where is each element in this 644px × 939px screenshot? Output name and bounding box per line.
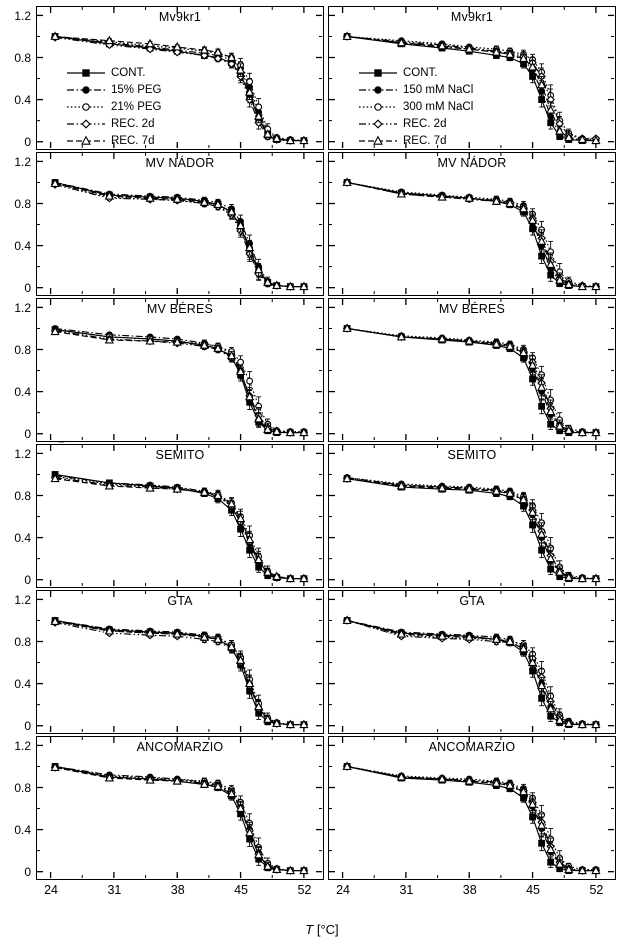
x-axis-label-units: [°C] [313,922,339,937]
panel-title: MV BÉRES [146,302,214,316]
y-tick-label: 0.8 [14,343,31,357]
chart-panel [36,152,324,296]
panel-title: MV BÉRES [438,302,506,316]
legend-right [358,64,473,149]
x-tick-label: 45 [234,883,249,897]
legend-marker-icon [358,134,398,148]
panel-title: Mv9kr1 [450,10,494,24]
legend-label: 150 mM NaCl [403,83,474,96]
legend-label: REC. 2d [403,117,447,130]
legend-entry[interactable] [66,115,162,132]
y-tick-label: 0 [24,281,31,296]
y-tick-label: 1.2 [14,738,31,753]
legend-marker-icon [66,66,106,80]
panel-title: GTA [167,594,193,608]
legend-label: REC. 7d [111,134,155,147]
panel-title: ANCOMARZIO [428,740,516,754]
y-tick-label: 0 [24,427,31,442]
panel-plot [329,153,614,294]
chart-panel [36,736,324,880]
y-tick-label: 0.4 [14,823,31,838]
y-tick-label: 0.4 [14,239,31,254]
panel-title: ANCOMARZIO [136,740,224,754]
x-tick-label: 52 [297,883,312,897]
panel-plot [329,591,614,732]
y-tick-label: 0 [24,865,31,880]
legend-marker-icon [66,100,106,114]
y-tick-label: 0.8 [14,197,31,211]
panel-plot [329,445,614,586]
panel-title: MV NÁDOR [145,156,215,170]
y-tick-label: 1.2 [14,446,31,461]
chart-panel [328,444,616,588]
legend-marker-icon [358,117,398,131]
panel-title: Mv9kr1 [158,10,202,24]
legend-label: 15% PEG [111,83,162,96]
chart-panel [328,152,616,296]
panel-title: GTA [459,594,485,608]
legend-entry[interactable] [358,81,473,98]
chart-panel [36,590,324,734]
y-tick-label: 0.8 [14,635,31,649]
panel-plot [37,299,322,440]
panel-plot [37,737,322,878]
y-tick-label: 0.4 [14,677,31,692]
x-axis-label-symbol: T [305,922,314,937]
x-tick-label: 31 [107,883,122,897]
panel-plot [329,737,614,878]
y-tick-label: 0.4 [14,385,31,400]
x-tick-label: 31 [399,883,414,897]
panel-title: SEMITO [447,448,497,462]
y-tick-label: 0 [24,573,31,588]
y-tick-label: 0 [24,719,31,734]
y-tick-label: 1.2 [14,154,31,169]
legend-marker-icon [66,117,106,131]
legend-entry[interactable] [358,64,473,81]
y-tick-label: 1.2 [14,300,31,315]
legend-marker-icon [66,83,106,97]
y-tick-label: 0.8 [14,51,31,65]
panel-plot [37,153,322,294]
chart-panel [328,590,616,734]
x-tick-label: 38 [170,883,185,897]
legend-marker-icon [358,100,398,114]
panel-title: MV NÁDOR [437,156,507,170]
panel-plot [37,445,322,586]
panel-plot [37,591,322,732]
y-tick-label: 1.2 [14,8,31,23]
y-tick-label: 0.8 [14,489,31,503]
panel-plot [329,299,614,440]
legend-label: REC. 7d [403,134,447,147]
y-tick-label: 0.8 [14,781,31,795]
x-tick-label: 45 [526,883,541,897]
legend-entry[interactable] [358,132,473,149]
x-tick-label: 52 [589,883,604,897]
legend-label: CONT. [111,66,146,79]
legend-entry[interactable] [66,81,162,98]
chart-panel [328,298,616,442]
y-tick-label: 1.2 [14,592,31,607]
legend-label: 21% PEG [111,100,162,113]
legend-entry[interactable] [66,132,162,149]
x-axis-label [0,922,644,937]
legend-marker-icon [66,134,106,148]
x-tick-label: 24 [336,883,351,897]
chart-panel [36,444,324,588]
legend-left [66,64,162,149]
x-tick-label: 24 [44,883,59,897]
y-tick-label: 0 [24,135,31,150]
legend-marker-icon [358,83,398,97]
chart-panel [328,736,616,880]
y-tick-label: 0.4 [14,93,31,108]
panel-title: SEMITO [155,448,205,462]
x-tick-label: 38 [462,883,477,897]
legend-label: CONT. [403,66,438,79]
legend-label: 300 mM NaCl [403,100,474,113]
legend-entry[interactable] [66,64,162,81]
legend-entry[interactable] [66,98,162,115]
chart-panel [36,298,324,442]
legend-marker-icon [358,66,398,80]
legend-entry[interactable] [358,115,473,132]
legend-label: REC. 2d [111,117,155,130]
y-tick-label: 0.4 [14,531,31,546]
legend-entry[interactable] [358,98,473,115]
